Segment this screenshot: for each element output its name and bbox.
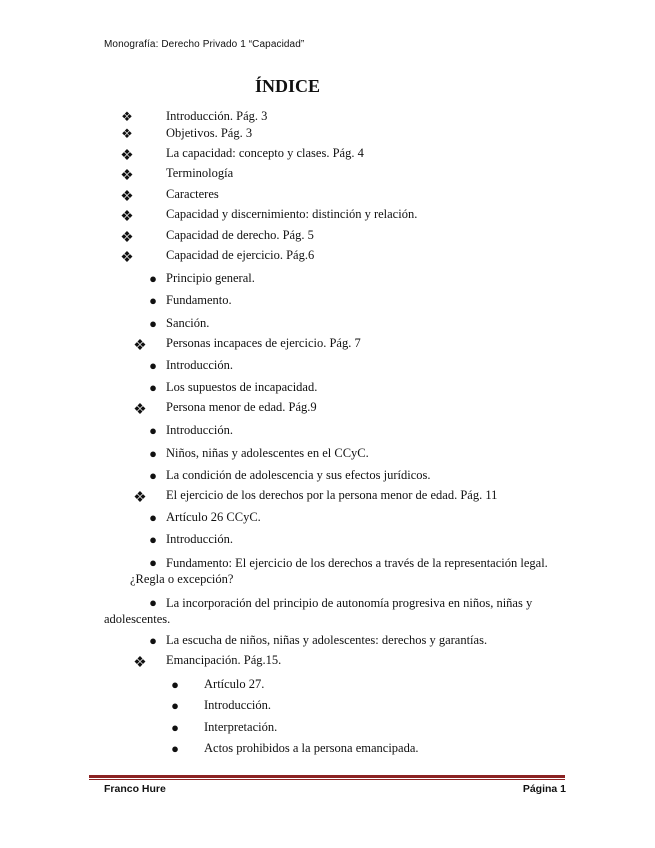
index-subitem-text: Los supuestos de incapacidad.: [166, 380, 318, 394]
index-item-text: Caracteres: [166, 187, 219, 201]
dot-bullet-icon: ●: [149, 380, 157, 395]
dot-bullet-icon: ●: [149, 446, 157, 461]
dot-bullet-icon: ●: [149, 633, 157, 648]
dot-bullet-icon: ●: [149, 532, 157, 547]
diamond-bullet-icon: ❖: [133, 338, 147, 354]
dot-bullet-icon: ●: [149, 316, 157, 331]
index-item-text: Emancipación. Pág.15.: [166, 653, 282, 667]
index-subitem-text: La incorporación del principio de autonomía progresiva en niños, niñas y: [166, 596, 533, 610]
diamond-bullet-icon: ❖: [121, 126, 133, 141]
diamond-bullet-icon: ❖: [133, 490, 147, 506]
diamond-bullet-icon: ❖: [121, 109, 133, 124]
dot-bullet-icon: ●: [149, 358, 157, 373]
index-item-text: Introducción. Pág. 3: [166, 109, 268, 123]
diamond-bullet-icon: ❖: [120, 148, 134, 164]
index-subitem-text: Principio general.: [166, 271, 255, 285]
diamond-bullet-icon: ❖: [120, 250, 134, 266]
dot-bullet-icon: ●: [149, 555, 157, 570]
index-subitem: [104, 555, 574, 587]
diamond-bullet-icon: ❖: [120, 189, 134, 205]
index-item-text: Persona menor de edad. Pág.9: [166, 400, 317, 414]
dot-bullet-icon: ●: [149, 510, 157, 525]
diamond-bullet-icon: ❖: [133, 402, 147, 418]
footer-author: Franco Hure: [104, 783, 166, 795]
index-subitem-text: Artículo 26 CCyC.: [166, 510, 261, 524]
footer-divider: [89, 775, 565, 778]
index-subitem-text: Sanción.: [166, 316, 210, 330]
footer-divider-thin: [89, 779, 565, 780]
index-item-text: Personas incapaces de ejercicio. Pág. 7: [166, 336, 361, 350]
index-subitem-text: Introducción.: [204, 698, 271, 712]
index-subitem-text: Introducción.: [166, 358, 233, 372]
dot-bullet-icon: ●: [171, 698, 179, 713]
index-subitem: [104, 595, 574, 627]
index-item-text: Objetivos. Pág. 3: [166, 126, 253, 140]
diamond-bullet-icon: ❖: [133, 655, 147, 671]
index-item-text: La capacidad: concepto y clases. Pág. 4: [166, 146, 364, 160]
page-header: Monografía: Derecho Privado 1 “Capacidad”: [104, 39, 305, 50]
dot-bullet-icon: ●: [149, 271, 157, 286]
index-subitem-text: Introducción.: [166, 532, 233, 546]
index-item-text: El ejercicio de los derechos por la persona menor de edad. Pág. 11: [166, 488, 498, 502]
index-subitem-text: Niños, niñas y adolescentes en el CCyC.: [166, 446, 369, 460]
index-item-text: Capacidad de ejercicio. Pág.6: [166, 248, 315, 262]
index-subitem-text: Fundamento: El ejercicio de los derechos a través de la representación legal.: [166, 556, 548, 570]
dot-bullet-icon: ●: [171, 741, 179, 756]
footer-page-number: Página 1: [522, 783, 566, 795]
dot-bullet-icon: ●: [171, 677, 179, 692]
diamond-bullet-icon: ❖: [120, 230, 134, 246]
dot-bullet-icon: ●: [149, 595, 157, 610]
diamond-bullet-icon: ❖: [120, 209, 134, 225]
index-subitem-text: La escucha de niños, niñas y adolescentes: derechos y garantías.: [166, 633, 488, 647]
index-subitem-text: Interpretación.: [204, 720, 278, 734]
diamond-bullet-icon: ❖: [120, 168, 134, 184]
dot-bullet-icon: ●: [149, 423, 157, 438]
index-subitem-text: La condición de adolescencia y sus efectos jurídicos.: [166, 468, 431, 482]
index-item-text: Terminología: [166, 166, 234, 180]
dot-bullet-icon: ●: [171, 720, 179, 735]
index-item-text: Capacidad de derecho. Pág. 5: [166, 228, 314, 242]
index-subitem-text-continued: ¿Regla o excepción?: [130, 572, 234, 586]
index-item-text: Capacidad y discernimiento: distinción y relación.: [166, 207, 418, 221]
index-subitem-text: Actos prohibidos a la persona emancipada.: [204, 741, 419, 755]
index-subitem-text: Introducción.: [166, 423, 233, 437]
index-subitem-text: Artículo 27.: [204, 677, 265, 691]
index-subitem-text-continued: adolescentes.: [104, 612, 171, 626]
index-subitem-text: Fundamento.: [166, 293, 232, 307]
index-title: ÍNDICE: [254, 76, 320, 96]
dot-bullet-icon: ●: [149, 293, 157, 308]
dot-bullet-icon: ●: [149, 468, 157, 483]
